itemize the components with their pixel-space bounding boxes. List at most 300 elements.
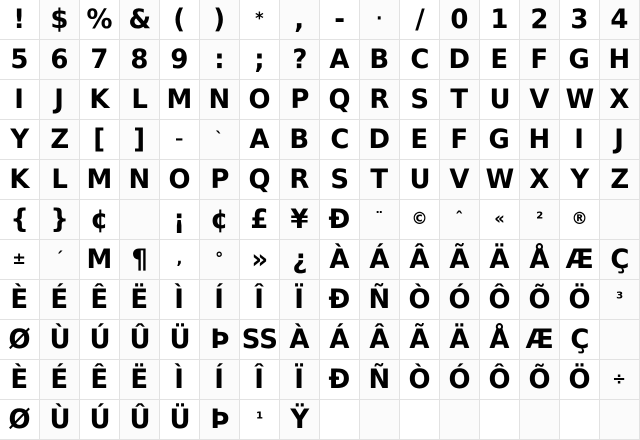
glyph-character: Å bbox=[529, 244, 550, 275]
glyph-cell[interactable] bbox=[400, 240, 440, 280]
glyph-cell[interactable] bbox=[160, 40, 200, 80]
glyph-cell[interactable] bbox=[120, 40, 160, 80]
glyph-cell[interactable] bbox=[160, 0, 200, 40]
glyph-character: 9 bbox=[170, 44, 189, 75]
glyph-character: K bbox=[89, 84, 110, 115]
glyph-character: · bbox=[376, 9, 383, 29]
glyph-cell[interactable] bbox=[320, 0, 360, 40]
glyph-cell[interactable] bbox=[480, 200, 520, 240]
glyph-character: ; bbox=[254, 44, 265, 75]
glyph-character: Ó bbox=[448, 284, 471, 315]
glyph-cell[interactable] bbox=[560, 200, 600, 240]
glyph-character: U bbox=[408, 164, 431, 195]
glyph-character: W bbox=[485, 164, 514, 195]
glyph-character: Æ bbox=[565, 244, 594, 275]
glyph-cell[interactable] bbox=[0, 0, 40, 40]
glyph-character: ‚ bbox=[176, 249, 183, 269]
glyph-cell[interactable] bbox=[480, 360, 520, 400]
glyph-cell[interactable] bbox=[40, 280, 80, 320]
glyph-cell[interactable] bbox=[320, 80, 360, 120]
glyph-cell[interactable] bbox=[0, 160, 40, 200]
glyph-character: D bbox=[448, 44, 471, 75]
glyph-cell[interactable] bbox=[240, 280, 280, 320]
glyph-cell[interactable] bbox=[0, 80, 40, 120]
glyph-cell[interactable] bbox=[120, 0, 160, 40]
glyph-cell[interactable] bbox=[600, 40, 640, 80]
glyph-character: ¢ bbox=[210, 204, 229, 235]
glyph-character: S bbox=[410, 84, 429, 115]
glyph-character: G bbox=[568, 44, 591, 75]
glyph-character: Ï bbox=[294, 284, 305, 315]
glyph-cell[interactable] bbox=[520, 120, 560, 160]
glyph-character: T bbox=[450, 84, 469, 115]
glyph-cell[interactable] bbox=[240, 200, 280, 240]
glyph-cell[interactable] bbox=[40, 360, 80, 400]
glyph-cell[interactable] bbox=[0, 360, 40, 400]
glyph-cell[interactable] bbox=[0, 40, 40, 80]
glyph-cell[interactable] bbox=[0, 120, 40, 160]
glyph-cell[interactable] bbox=[80, 80, 120, 120]
glyph-character: È bbox=[10, 284, 29, 315]
glyph-character: H bbox=[608, 44, 631, 75]
glyph-cell[interactable] bbox=[80, 240, 120, 280]
glyph-character: / bbox=[414, 4, 425, 35]
glyph-cell[interactable] bbox=[440, 280, 480, 320]
glyph-character: É bbox=[50, 364, 69, 395]
glyph-character: È bbox=[10, 364, 29, 395]
glyph-cell[interactable] bbox=[600, 80, 640, 120]
glyph-cell[interactable] bbox=[240, 120, 280, 160]
glyph-cell[interactable] bbox=[400, 200, 440, 240]
glyph-cell[interactable] bbox=[240, 40, 280, 80]
glyph-character: ³ bbox=[615, 289, 624, 309]
glyph-character: V bbox=[529, 84, 550, 115]
glyph-character: 6 bbox=[50, 44, 69, 75]
glyph-cell[interactable] bbox=[600, 120, 640, 160]
glyph-character: L bbox=[51, 164, 68, 195]
glyph-cell[interactable] bbox=[560, 320, 600, 360]
glyph-character: R bbox=[369, 84, 390, 115]
glyph-cell[interactable] bbox=[560, 0, 600, 40]
glyph-cell[interactable] bbox=[240, 360, 280, 400]
glyph-cell[interactable] bbox=[360, 160, 400, 200]
glyph-cell[interactable] bbox=[200, 320, 240, 360]
glyph-cell[interactable] bbox=[80, 320, 120, 360]
glyph-character: F bbox=[530, 44, 549, 75]
glyph-character: T bbox=[370, 164, 389, 195]
glyph-cell[interactable] bbox=[360, 360, 400, 400]
glyph-cell[interactable] bbox=[360, 0, 400, 40]
glyph-character: Ù bbox=[48, 324, 71, 355]
glyph-cell[interactable] bbox=[440, 240, 480, 280]
glyph-cell[interactable] bbox=[560, 280, 600, 320]
glyph-character: 4 bbox=[610, 4, 629, 35]
glyph-cell[interactable] bbox=[40, 40, 80, 80]
glyph-cell[interactable] bbox=[160, 320, 200, 360]
glyph-cell[interactable] bbox=[440, 120, 480, 160]
glyph-cell[interactable] bbox=[360, 400, 400, 440]
glyph-cell[interactable] bbox=[440, 40, 480, 80]
glyph-cell[interactable] bbox=[480, 160, 520, 200]
glyph-cell[interactable] bbox=[280, 200, 320, 240]
glyph-cell[interactable] bbox=[360, 240, 400, 280]
glyph-cell[interactable] bbox=[320, 120, 360, 160]
glyph-cell[interactable] bbox=[520, 400, 560, 440]
glyph-character: 8 bbox=[130, 44, 149, 75]
glyph-cell[interactable] bbox=[40, 320, 80, 360]
glyph-cell[interactable] bbox=[400, 0, 440, 40]
glyph-cell[interactable] bbox=[200, 280, 240, 320]
glyph-cell[interactable] bbox=[80, 280, 120, 320]
glyph-cell[interactable] bbox=[280, 160, 320, 200]
glyph-cell[interactable] bbox=[480, 80, 520, 120]
glyph-cell[interactable] bbox=[560, 160, 600, 200]
glyph-character: R bbox=[289, 164, 310, 195]
glyph-cell[interactable] bbox=[520, 320, 560, 360]
glyph-character: P bbox=[209, 164, 229, 195]
glyph-cell[interactable] bbox=[160, 160, 200, 200]
glyph-character: Ú bbox=[88, 404, 111, 435]
glyph-cell[interactable] bbox=[280, 240, 320, 280]
glyph-character: Í bbox=[214, 364, 225, 395]
glyph-cell[interactable] bbox=[320, 360, 360, 400]
glyph-cell[interactable] bbox=[160, 200, 200, 240]
glyph-character: Đ bbox=[328, 204, 351, 235]
glyph-cell[interactable] bbox=[80, 40, 120, 80]
glyph-cell[interactable] bbox=[120, 320, 160, 360]
glyph-cell[interactable] bbox=[200, 80, 240, 120]
glyph-cell[interactable] bbox=[400, 40, 440, 80]
glyph-cell[interactable] bbox=[360, 80, 400, 120]
glyph-character: G bbox=[488, 124, 511, 155]
glyph-cell[interactable] bbox=[80, 120, 120, 160]
glyph-character: Í bbox=[214, 284, 225, 315]
glyph-cell[interactable] bbox=[200, 0, 240, 40]
glyph-cell[interactable] bbox=[600, 160, 640, 200]
glyph-character: Ñ bbox=[368, 364, 391, 395]
glyph-character: Ü bbox=[168, 404, 191, 435]
glyph-cell[interactable] bbox=[480, 120, 520, 160]
glyph-character: , bbox=[294, 4, 305, 35]
glyph-cell[interactable] bbox=[280, 280, 320, 320]
glyph-cell[interactable] bbox=[120, 120, 160, 160]
glyph-cell[interactable] bbox=[360, 40, 400, 80]
glyph-cell[interactable] bbox=[160, 80, 200, 120]
glyph-cell[interactable] bbox=[400, 360, 440, 400]
glyph-character: Å bbox=[489, 324, 510, 355]
glyph-character: Ê bbox=[90, 284, 109, 315]
glyph-cell[interactable] bbox=[80, 360, 120, 400]
glyph-cell[interactable] bbox=[600, 200, 640, 240]
glyph-cell[interactable] bbox=[200, 160, 240, 200]
glyph-cell[interactable] bbox=[200, 240, 240, 280]
glyph-character: $ bbox=[50, 4, 69, 35]
glyph-character: O bbox=[248, 84, 271, 115]
glyph-character: £ bbox=[250, 204, 269, 235]
glyph-cell[interactable] bbox=[400, 160, 440, 200]
glyph-character: Ò bbox=[408, 284, 431, 315]
glyph-cell[interactable] bbox=[480, 280, 520, 320]
glyph-character: ¡ bbox=[173, 204, 186, 235]
glyph-character: © bbox=[411, 209, 428, 229]
glyph-cell[interactable] bbox=[200, 200, 240, 240]
glyph-cell[interactable] bbox=[40, 80, 80, 120]
glyph-cell[interactable] bbox=[320, 280, 360, 320]
glyph-cell[interactable] bbox=[440, 0, 480, 40]
glyph-character: C bbox=[329, 124, 350, 155]
glyph-cell[interactable] bbox=[120, 80, 160, 120]
glyph-cell[interactable] bbox=[40, 400, 80, 440]
glyph-cell[interactable] bbox=[200, 360, 240, 400]
glyph-cell[interactable] bbox=[160, 400, 200, 440]
glyph-character: ˆ bbox=[455, 209, 464, 229]
glyph-character: Ë bbox=[130, 364, 149, 395]
glyph-character: Î bbox=[254, 284, 265, 315]
glyph-character: À bbox=[329, 244, 350, 275]
glyph-cell[interactable] bbox=[520, 280, 560, 320]
glyph-cell[interactable] bbox=[240, 80, 280, 120]
glyph-cell[interactable] bbox=[160, 280, 200, 320]
glyph-character: ± bbox=[12, 249, 27, 269]
glyph-character: W bbox=[565, 84, 594, 115]
glyph-cell[interactable] bbox=[240, 0, 280, 40]
glyph-cell[interactable] bbox=[240, 240, 280, 280]
glyph-cell[interactable] bbox=[120, 400, 160, 440]
glyph-character: ® bbox=[571, 209, 588, 229]
glyph-character: L bbox=[131, 84, 148, 115]
glyph-character: Á bbox=[329, 324, 350, 355]
glyph-cell[interactable] bbox=[40, 0, 80, 40]
glyph-character: ¢ bbox=[90, 204, 109, 235]
glyph-character: Õ bbox=[528, 364, 551, 395]
glyph-cell[interactable] bbox=[200, 400, 240, 440]
glyph-cell[interactable] bbox=[120, 200, 160, 240]
glyph-cell[interactable] bbox=[520, 200, 560, 240]
glyph-character: » bbox=[251, 244, 268, 275]
glyph-cell[interactable] bbox=[440, 320, 480, 360]
glyph-cell[interactable] bbox=[400, 80, 440, 120]
glyph-character: ° bbox=[215, 249, 224, 269]
glyph-character: Ö bbox=[568, 364, 591, 395]
glyph-cell[interactable] bbox=[560, 80, 600, 120]
glyph-character: Ô bbox=[488, 284, 511, 315]
glyph-cell[interactable] bbox=[480, 400, 520, 440]
glyph-cell[interactable] bbox=[320, 240, 360, 280]
glyph-cell[interactable] bbox=[480, 320, 520, 360]
glyph-cell[interactable] bbox=[280, 360, 320, 400]
glyph-character: Þ bbox=[209, 404, 230, 435]
glyph-character: 7 bbox=[90, 44, 109, 75]
glyph-cell[interactable] bbox=[0, 280, 40, 320]
glyph-cell[interactable] bbox=[200, 40, 240, 80]
glyph-cell[interactable] bbox=[0, 200, 40, 240]
glyph-cell[interactable] bbox=[40, 200, 80, 240]
glyph-character: Y bbox=[570, 164, 589, 195]
glyph-cell[interactable] bbox=[560, 360, 600, 400]
glyph-cell[interactable] bbox=[320, 320, 360, 360]
glyph-cell[interactable] bbox=[600, 0, 640, 40]
glyph-cell[interactable] bbox=[120, 280, 160, 320]
glyph-character: Þ bbox=[209, 324, 230, 355]
glyph-cell[interactable] bbox=[560, 240, 600, 280]
glyph-character: P bbox=[289, 84, 309, 115]
glyph-cell[interactable] bbox=[440, 400, 480, 440]
glyph-cell[interactable] bbox=[0, 320, 40, 360]
glyph-cell[interactable] bbox=[280, 400, 320, 440]
glyph-cell[interactable] bbox=[280, 80, 320, 120]
glyph-cell[interactable] bbox=[440, 200, 480, 240]
glyph-character: D bbox=[368, 124, 391, 155]
glyph-character: Y bbox=[10, 124, 29, 155]
glyph-character: Ç bbox=[609, 244, 630, 275]
glyph-cell[interactable] bbox=[40, 240, 80, 280]
glyph-cell[interactable] bbox=[280, 320, 320, 360]
glyph-cell[interactable] bbox=[160, 120, 200, 160]
glyph-character: Û bbox=[128, 324, 151, 355]
glyph-character: Ê bbox=[90, 364, 109, 395]
glyph-character: Ú bbox=[88, 324, 111, 355]
glyph-cell[interactable] bbox=[120, 160, 160, 200]
glyph-cell[interactable] bbox=[160, 360, 200, 400]
glyph-character: N bbox=[208, 84, 231, 115]
glyph-cell[interactable] bbox=[520, 160, 560, 200]
glyph-cell[interactable] bbox=[320, 200, 360, 240]
glyph-character: V bbox=[449, 164, 470, 195]
glyph-cell[interactable] bbox=[320, 400, 360, 440]
glyph-character: Ð bbox=[328, 284, 351, 315]
glyph-character: A bbox=[249, 124, 270, 155]
glyph-cell[interactable] bbox=[80, 160, 120, 200]
glyph-character: X bbox=[609, 84, 630, 115]
glyph-character: { bbox=[10, 204, 29, 235]
glyph-character: Ü bbox=[168, 324, 191, 355]
glyph-cell[interactable] bbox=[0, 400, 40, 440]
glyph-character: M bbox=[86, 244, 113, 275]
glyph-cell[interactable] bbox=[400, 400, 440, 440]
glyph-cell[interactable] bbox=[560, 400, 600, 440]
glyph-character: Ó bbox=[448, 364, 471, 395]
glyph-character: } bbox=[50, 204, 69, 235]
glyph-character: « bbox=[494, 209, 505, 229]
glyph-cell[interactable] bbox=[360, 280, 400, 320]
glyph-cell[interactable] bbox=[120, 240, 160, 280]
glyph-character: Ì bbox=[174, 364, 185, 395]
glyph-cell[interactable] bbox=[80, 200, 120, 240]
glyph-cell[interactable] bbox=[240, 320, 280, 360]
glyph-cell[interactable] bbox=[80, 400, 120, 440]
glyph-character: I bbox=[14, 84, 25, 115]
glyph-character: ¨ bbox=[375, 209, 384, 229]
glyph-character: 5 bbox=[10, 44, 29, 75]
glyph-character: S bbox=[330, 164, 349, 195]
glyph-cell[interactable] bbox=[520, 80, 560, 120]
glyph-character: 0 bbox=[450, 4, 469, 35]
glyph-cell[interactable] bbox=[480, 0, 520, 40]
glyph-cell[interactable] bbox=[440, 80, 480, 120]
glyph-character: Æ bbox=[525, 324, 554, 355]
glyph-cell[interactable] bbox=[560, 40, 600, 80]
glyph-character: Ñ bbox=[368, 284, 391, 315]
glyph-character: [ bbox=[93, 124, 106, 155]
glyph-cell[interactable] bbox=[200, 120, 240, 160]
glyph-cell[interactable] bbox=[600, 320, 640, 360]
glyph-cell[interactable] bbox=[400, 120, 440, 160]
glyph-cell[interactable] bbox=[280, 40, 320, 80]
glyph-character: À bbox=[289, 324, 310, 355]
glyph-cell[interactable] bbox=[520, 0, 560, 40]
glyph-cell[interactable] bbox=[520, 360, 560, 400]
glyph-character: M bbox=[166, 84, 193, 115]
glyph-character: Ò bbox=[408, 364, 431, 395]
glyph-cell[interactable] bbox=[160, 240, 200, 280]
glyph-cell[interactable] bbox=[320, 160, 360, 200]
glyph-cell[interactable] bbox=[280, 0, 320, 40]
glyph-cell[interactable] bbox=[520, 40, 560, 80]
glyph-character: Ë bbox=[130, 284, 149, 315]
glyph-character: Ä bbox=[449, 324, 470, 355]
glyph-character: J bbox=[614, 124, 625, 155]
glyph-character: Ç bbox=[569, 324, 590, 355]
glyph-cell[interactable] bbox=[40, 120, 80, 160]
glyph-character: * bbox=[255, 9, 264, 29]
glyph-cell[interactable] bbox=[400, 320, 440, 360]
glyph-cell[interactable] bbox=[120, 360, 160, 400]
glyph-character: Ã bbox=[449, 244, 470, 275]
glyph-character: M bbox=[86, 164, 113, 195]
glyph-character: A bbox=[329, 44, 350, 75]
glyph-cell[interactable] bbox=[480, 40, 520, 80]
glyph-cell[interactable] bbox=[440, 160, 480, 200]
glyph-character: Ã bbox=[409, 324, 430, 355]
glyph-cell[interactable] bbox=[280, 120, 320, 160]
glyph-cell[interactable] bbox=[600, 400, 640, 440]
glyph-character: Ù bbox=[48, 404, 71, 435]
glyph-character: ¶ bbox=[131, 244, 148, 275]
glyph-cell[interactable] bbox=[320, 40, 360, 80]
glyph-cell[interactable] bbox=[560, 120, 600, 160]
glyph-character: F bbox=[450, 124, 469, 155]
glyph-cell[interactable] bbox=[360, 200, 400, 240]
glyph-cell[interactable] bbox=[240, 400, 280, 440]
glyph-cell[interactable] bbox=[600, 360, 640, 400]
glyph-character: ( bbox=[173, 4, 186, 35]
glyph-character: N bbox=[128, 164, 151, 195]
glyph-cell[interactable] bbox=[400, 280, 440, 320]
glyph-cell[interactable] bbox=[520, 240, 560, 280]
glyph-cell[interactable] bbox=[80, 0, 120, 40]
glyph-character: Ø bbox=[8, 324, 31, 355]
glyph-character: B bbox=[369, 44, 390, 75]
glyph-cell[interactable] bbox=[40, 160, 80, 200]
glyph-character: Ø bbox=[8, 404, 31, 435]
glyph-character: E bbox=[410, 124, 429, 155]
glyph-character: 1 bbox=[490, 4, 509, 35]
glyph-cell[interactable] bbox=[480, 240, 520, 280]
glyph-character: K bbox=[9, 164, 30, 195]
glyph-cell[interactable] bbox=[0, 240, 40, 280]
glyph-cell[interactable] bbox=[240, 160, 280, 200]
glyph-character: % bbox=[86, 4, 113, 35]
glyph-cell[interactable] bbox=[360, 320, 400, 360]
glyph-character: 3 bbox=[570, 4, 589, 35]
glyph-cell[interactable] bbox=[600, 280, 640, 320]
glyph-cell[interactable] bbox=[600, 240, 640, 280]
glyph-character: ´ bbox=[55, 249, 64, 269]
glyph-cell[interactable] bbox=[440, 360, 480, 400]
glyph-character: Ö bbox=[568, 284, 591, 315]
glyph-character: Â bbox=[409, 244, 430, 275]
glyph-cell[interactable] bbox=[360, 120, 400, 160]
